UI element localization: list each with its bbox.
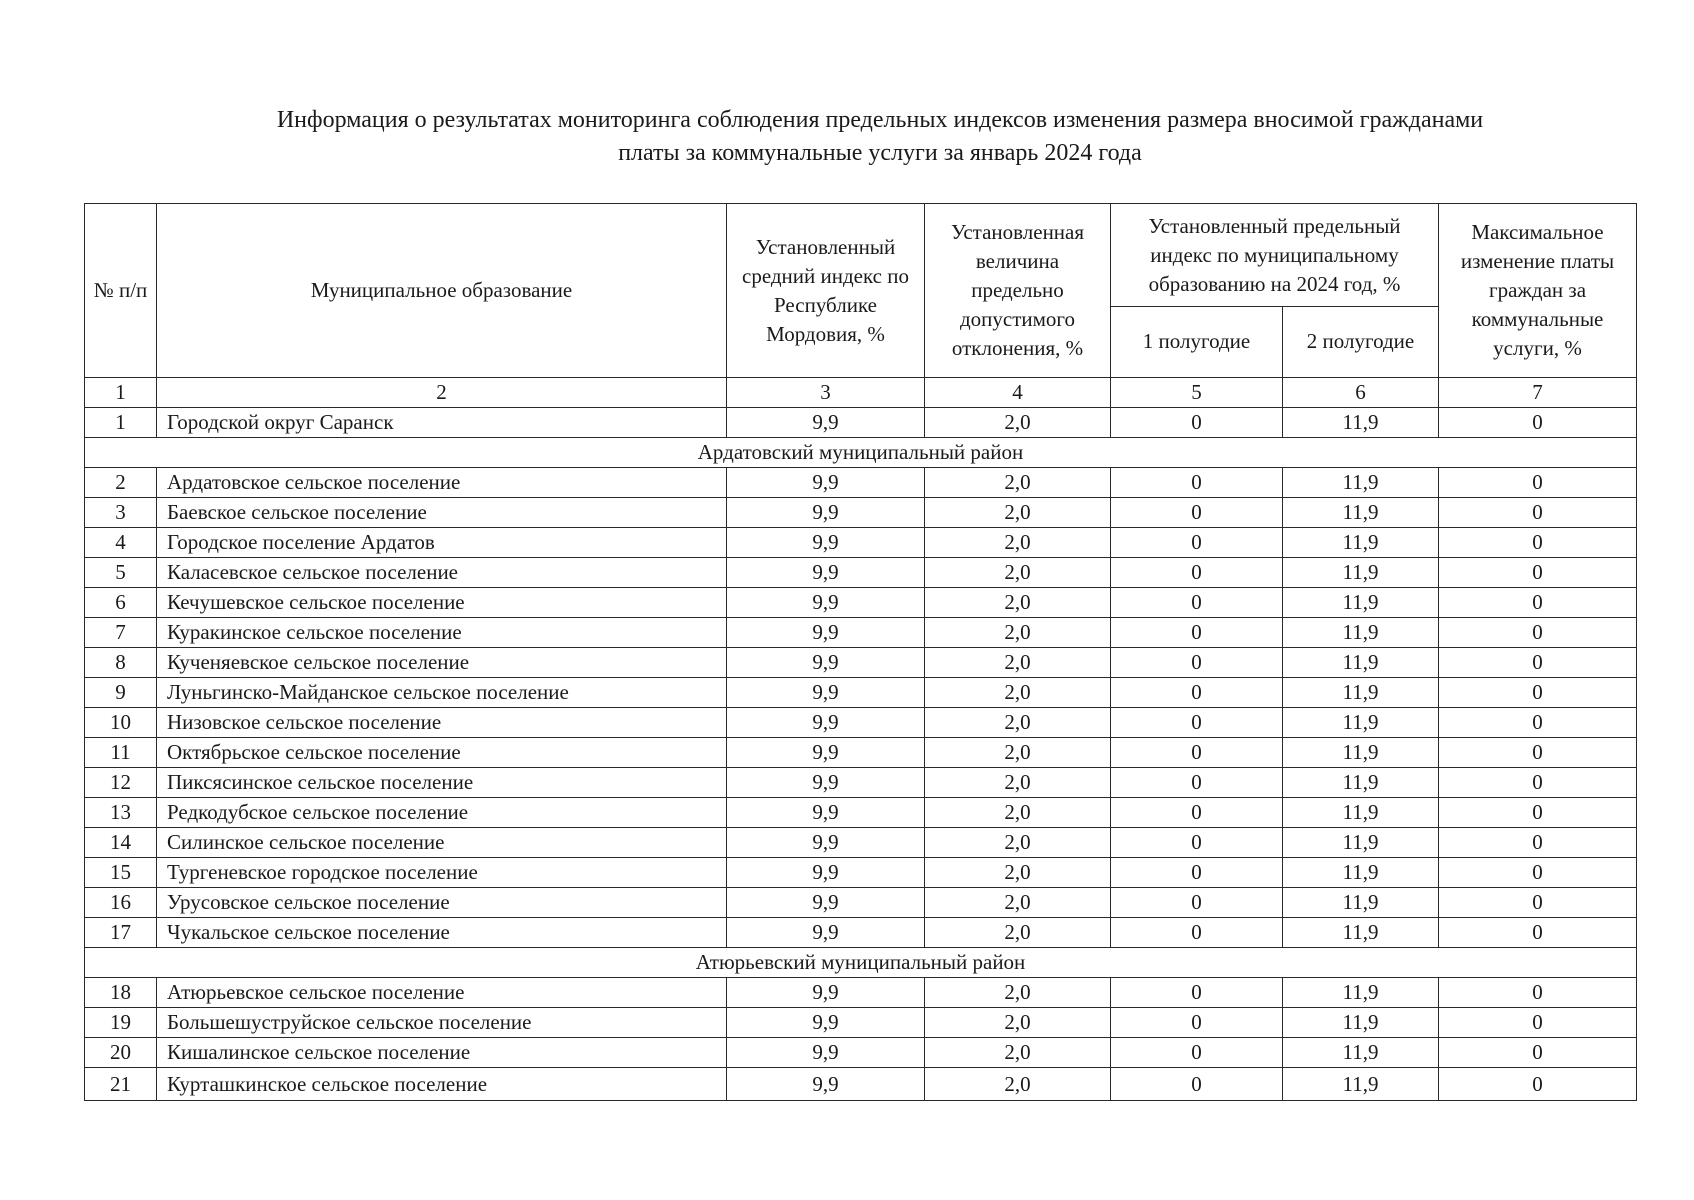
cell-max-change: 0 [1439,1038,1637,1068]
cell-half-1: 0 [1111,798,1283,828]
cell-half-1: 0 [1111,588,1283,618]
cell-num: 9 [85,678,157,708]
cell-avg-index: 9,9 [727,858,925,888]
cell-half-1: 0 [1111,828,1283,858]
header-avg-index: Установленный средний индекс по Республике Мордовия, % [727,204,925,378]
cell-avg-index: 9,9 [727,588,925,618]
cell-avg-index: 9,9 [727,1008,925,1038]
cell-avg-index: 9,9 [727,648,925,678]
table-row [85,678,1637,708]
column-number: 6 [1283,378,1439,408]
cell-half-2: 11,9 [1283,768,1439,798]
cell-half-2: 11,9 [1283,528,1439,558]
column-number: 3 [727,378,925,408]
cell-num: 20 [85,1038,157,1068]
cell-max-change: 0 [1439,678,1637,708]
cell-deviation: 2,0 [925,858,1111,888]
table-row [85,858,1637,888]
cell-avg-index: 9,9 [727,1038,925,1068]
cell-deviation: 2,0 [925,588,1111,618]
cell-municipality: Баевское сельское поселение [157,498,727,528]
cell-half-1: 0 [1111,858,1283,888]
cell-num: 16 [85,888,157,918]
cell-max-change: 0 [1439,558,1637,588]
cell-deviation: 2,0 [925,888,1111,918]
cell-half-2: 11,9 [1283,468,1439,498]
column-number: 4 [925,378,1111,408]
cell-municipality: Низовское сельское поселение [157,708,727,738]
cell-max-change: 0 [1439,648,1637,678]
district-row [85,438,1637,468]
cell-deviation: 2,0 [925,678,1111,708]
table-row [85,618,1637,648]
column-number: 5 [1111,378,1283,408]
cell-max-change: 0 [1439,528,1637,558]
cell-num: 21 [85,1068,157,1101]
cell-municipality: Атюрьевское сельское поселение [157,978,727,1008]
cell-deviation: 2,0 [925,1038,1111,1068]
cell-half-2: 11,9 [1283,558,1439,588]
cell-municipality: Пиксясинское сельское поселение [157,768,727,798]
cell-municipality: Кечушевское сельское поселение [157,588,727,618]
table-row [85,1068,1637,1101]
table-body [85,408,1637,1101]
cell-avg-index: 9,9 [727,618,925,648]
cell-deviation: 2,0 [925,1008,1111,1038]
cell-municipality: Тургеневское городское поселение [157,858,727,888]
cell-municipality: Урусовское сельское поселение [157,888,727,918]
cell-half-2: 11,9 [1283,918,1439,948]
cell-avg-index: 9,9 [727,888,925,918]
cell-municipality: Кученяевское сельское поселение [157,648,727,678]
cell-deviation: 2,0 [925,468,1111,498]
header-limit-index: Установленный предельный индекс по муниципальному образованию на 2024 год, % [1111,204,1439,307]
header-max-change: Максимальное изменение платы граждан за коммунальные услуги, % [1439,204,1637,378]
cell-num: 18 [85,978,157,1008]
cell-half-2: 11,9 [1283,498,1439,528]
cell-deviation: 2,0 [925,768,1111,798]
cell-half-1: 0 [1111,738,1283,768]
header-half-1: 1 полугодие [1111,307,1283,378]
cell-num: 5 [85,558,157,588]
cell-max-change: 0 [1439,738,1637,768]
header-municipality: Муниципальное образование [157,204,727,378]
cell-max-change: 0 [1439,978,1637,1008]
cell-half-1: 0 [1111,918,1283,948]
table-row [85,978,1637,1008]
cell-municipality: Кишалинское сельское поселение [157,1038,727,1068]
column-number: 7 [1439,378,1637,408]
cell-half-2: 11,9 [1283,648,1439,678]
cell-half-1: 0 [1111,768,1283,798]
cell-max-change: 0 [1439,588,1637,618]
cell-municipality: Чукальское сельское поселение [157,918,727,948]
cell-half-1: 0 [1111,558,1283,588]
cell-num: 14 [85,828,157,858]
cell-max-change: 0 [1439,618,1637,648]
cell-municipality: Силинское сельское поселение [157,828,727,858]
cell-half-2: 11,9 [1283,888,1439,918]
cell-avg-index: 9,9 [727,978,925,1008]
cell-avg-index: 9,9 [727,828,925,858]
cell-deviation: 2,0 [925,528,1111,558]
table-row [85,1008,1637,1038]
district-row [85,948,1637,978]
cell-max-change: 0 [1439,768,1637,798]
cell-num: 10 [85,708,157,738]
cell-half-1: 0 [1111,1008,1283,1038]
cell-deviation: 2,0 [925,408,1111,438]
table-row [85,708,1637,738]
cell-half-1: 0 [1111,648,1283,678]
cell-num: 7 [85,618,157,648]
cell-half-1: 0 [1111,1068,1283,1101]
cell-max-change: 0 [1439,858,1637,888]
cell-half-2: 11,9 [1283,1068,1439,1101]
cell-max-change: 0 [1439,918,1637,948]
cell-municipality: Большешуструйское сельское поселение [157,1008,727,1038]
table-row [85,408,1637,438]
cell-avg-index: 9,9 [727,468,925,498]
cell-num: 15 [85,858,157,888]
cell-num: 2 [85,468,157,498]
cell-max-change: 0 [1439,828,1637,858]
table-row [85,1038,1637,1068]
cell-deviation: 2,0 [925,648,1111,678]
cell-avg-index: 9,9 [727,498,925,528]
cell-num: 13 [85,798,157,828]
cell-municipality: Редкодубское сельское поселение [157,798,727,828]
cell-municipality: Городской округ Саранск [157,408,727,438]
cell-avg-index: 9,9 [727,708,925,738]
cell-num: 1 [85,408,157,438]
cell-half-1: 0 [1111,708,1283,738]
cell-deviation: 2,0 [925,708,1111,738]
cell-half-2: 11,9 [1283,828,1439,858]
cell-municipality: Каласевское сельское поселение [157,558,727,588]
cell-avg-index: 9,9 [727,528,925,558]
cell-half-1: 0 [1111,888,1283,918]
table-row [85,588,1637,618]
header-deviation: Установленная величина предельно допустимого отклонения, % [925,204,1111,378]
cell-deviation: 2,0 [925,798,1111,828]
cell-half-1: 0 [1111,498,1283,528]
cell-avg-index: 9,9 [727,798,925,828]
cell-deviation: 2,0 [925,1068,1111,1101]
table-row [85,738,1637,768]
cell-half-2: 11,9 [1283,798,1439,828]
table-row [85,648,1637,678]
cell-max-change: 0 [1439,1008,1637,1038]
district-name: Ардатовский муниципальный район [85,438,1637,468]
cell-avg-index: 9,9 [727,738,925,768]
cell-max-change: 0 [1439,498,1637,528]
column-number: 1 [85,378,157,408]
cell-max-change: 0 [1439,468,1637,498]
cell-municipality: Курташкинское сельское поселение [157,1068,727,1101]
cell-half-2: 11,9 [1283,1008,1439,1038]
cell-half-2: 11,9 [1283,408,1439,438]
district-name: Атюрьевский муниципальный район [85,948,1637,978]
title-line-1: Информация о результатах мониторинга соблюдения предельных индексов изменения размера вносимой гражданами [276,107,1484,133]
cell-avg-index: 9,9 [727,408,925,438]
cell-municipality: Куракинское сельское поселение [157,618,727,648]
column-number-row [85,378,1637,408]
cell-municipality: Октябрьское сельское поселение [157,738,727,768]
title-line-2: платы за коммунальные услуги за январь 2024 года [618,140,1142,166]
cell-avg-index: 9,9 [727,918,925,948]
cell-num: 11 [85,738,157,768]
cell-half-2: 11,9 [1283,1038,1439,1068]
cell-num: 19 [85,1008,157,1038]
cell-num: 6 [85,588,157,618]
cell-max-change: 0 [1439,408,1637,438]
cell-avg-index: 9,9 [727,1068,925,1101]
cell-half-1: 0 [1111,408,1283,438]
cell-max-change: 0 [1439,798,1637,828]
document-title [100,104,1660,170]
cell-half-2: 11,9 [1283,588,1439,618]
column-number: 2 [157,378,727,408]
cell-max-change: 0 [1439,888,1637,918]
cell-deviation: 2,0 [925,828,1111,858]
cell-deviation: 2,0 [925,558,1111,588]
monitoring-table [84,203,1637,1101]
cell-deviation: 2,0 [925,738,1111,768]
cell-half-1: 0 [1111,1038,1283,1068]
cell-num: 17 [85,918,157,948]
table-row [85,498,1637,528]
cell-municipality: Ардатовское сельское поселение [157,468,727,498]
cell-avg-index: 9,9 [727,678,925,708]
cell-half-2: 11,9 [1283,618,1439,648]
table-row [85,528,1637,558]
table-row [85,918,1637,948]
cell-deviation: 2,0 [925,978,1111,1008]
cell-deviation: 2,0 [925,618,1111,648]
cell-num: 4 [85,528,157,558]
table-row [85,798,1637,828]
cell-avg-index: 9,9 [727,558,925,588]
cell-deviation: 2,0 [925,918,1111,948]
cell-half-1: 0 [1111,468,1283,498]
cell-num: 8 [85,648,157,678]
table-row [85,558,1637,588]
cell-half-1: 0 [1111,528,1283,558]
cell-half-2: 11,9 [1283,978,1439,1008]
cell-half-2: 11,9 [1283,738,1439,768]
cell-half-2: 11,9 [1283,858,1439,888]
table-row [85,768,1637,798]
header-half-2: 2 полугодие [1283,307,1439,378]
cell-municipality: Городское поселение Ардатов [157,528,727,558]
cell-num: 3 [85,498,157,528]
cell-half-1: 0 [1111,618,1283,648]
table-row [85,828,1637,858]
cell-avg-index: 9,9 [727,768,925,798]
table-row [85,468,1637,498]
cell-municipality: Луньгинско-Майданское сельское поселение [157,678,727,708]
cell-max-change: 0 [1439,1068,1637,1101]
table-row [85,888,1637,918]
cell-half-2: 11,9 [1283,708,1439,738]
cell-max-change: 0 [1439,708,1637,738]
cell-deviation: 2,0 [925,498,1111,528]
cell-half-1: 0 [1111,678,1283,708]
cell-half-1: 0 [1111,978,1283,1008]
cell-num: 12 [85,768,157,798]
header-num: № п/п [85,204,157,378]
cell-half-2: 11,9 [1283,678,1439,708]
